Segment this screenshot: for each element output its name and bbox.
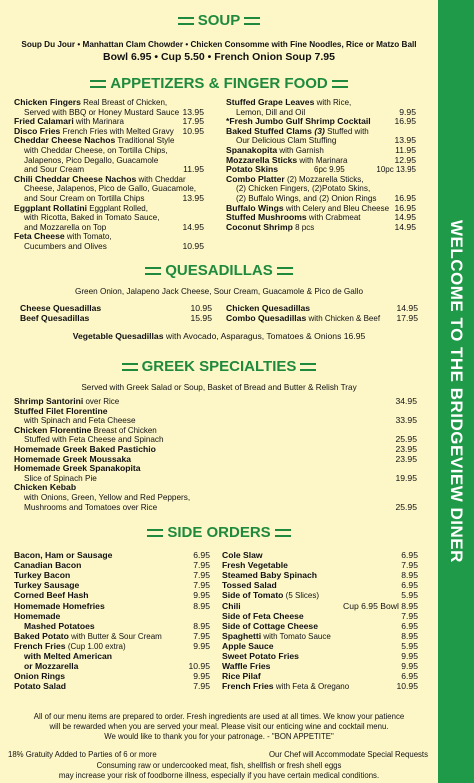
item-name: Stuffed Mushrooms — [226, 212, 307, 223]
item-desc: with Marinara — [297, 155, 348, 165]
item-desc: Traditional Style — [115, 136, 175, 146]
footer-note-3: We would like to thank you for your patronage. - "BON APPETITE" — [104, 732, 334, 741]
veg-desc: with Avocado, Asparagus, Tomatoes & Onions 16.95 — [163, 331, 366, 341]
heading-bars-left — [90, 80, 106, 88]
menu-item — [24, 474, 417, 484]
heading-bars-right — [277, 267, 293, 275]
item-name: Side of Tomato — [222, 590, 284, 601]
item-price: 17.95 — [182, 116, 204, 127]
menu-item — [14, 136, 204, 146]
menu-item — [226, 127, 416, 137]
heading-bars-left — [145, 267, 161, 275]
item-desc: Slice of Spinach Pie — [24, 473, 97, 483]
menu-item — [226, 98, 416, 108]
quesadillas-title: QUESADILLAS — [165, 262, 273, 279]
item-desc: with Cheddar Cheese, on Tortilla Chips, — [24, 146, 168, 155]
item-name: Chicken Florentine — [14, 424, 92, 435]
item-name: Baked Stuffed Clams — [226, 125, 312, 136]
menu-item — [14, 682, 210, 692]
item-name: French Fries — [222, 681, 274, 692]
item-desc: with Marinara — [73, 117, 124, 127]
item-desc: Breast of Chicken — [91, 425, 157, 435]
item-desc: Mushrooms and Tomatoes over Rice — [24, 502, 158, 512]
menu-item — [14, 232, 204, 242]
menu-item — [14, 464, 417, 474]
item-name: Side of Feta Cheese — [222, 610, 304, 621]
item-desc: with Onions, Green, Yellow and Red Peppers, — [24, 493, 191, 502]
menu-item — [20, 314, 212, 324]
item-price: 9.95 — [401, 661, 418, 672]
item-price: 10.95 — [182, 125, 204, 136]
item-price: 8.95 — [401, 570, 418, 581]
item-price: Cup 6.95 Bowl 8.95 — [342, 600, 418, 611]
item-name: Eggplant Rollatini — [14, 202, 88, 213]
menu-item — [24, 146, 204, 156]
heading-bars-left — [122, 363, 138, 371]
item-desc: (2) Chicken Fingers, (2)Potato Skins, — [236, 184, 371, 194]
item-price: 23.95 — [395, 444, 417, 454]
item-name: with Melted American — [24, 651, 113, 661]
menu-item — [24, 184, 204, 194]
item-price: 14.95 — [182, 221, 204, 232]
item-name: Spaghetti — [222, 630, 262, 641]
item-desc: with Butter & Sour Cream — [68, 631, 162, 641]
item-name: *Fresh Jumbo Gulf Shrimp Cocktail — [226, 116, 371, 127]
sides-heading — [0, 524, 438, 541]
item-price: 5.95 — [401, 640, 418, 651]
item-name: French Fries — [14, 640, 66, 651]
greek-intro: Served with Greek Salad or Soup, Basket of Bread and Butter & Relish Tray — [81, 383, 357, 392]
item-price: 9.95 — [193, 671, 210, 682]
item-name: Chicken Quesadillas — [226, 303, 311, 313]
item-price: 14.95 — [394, 212, 416, 223]
menu-item — [14, 426, 417, 436]
item-price: 13.95 — [182, 106, 204, 117]
item-price: 6.95 — [401, 671, 418, 682]
item-price: 7.95 — [401, 560, 418, 571]
menu-item — [226, 314, 418, 324]
item-name: Turkey Sausage — [14, 580, 80, 591]
item-name: Homemade — [14, 610, 61, 621]
menu-item — [222, 591, 418, 601]
appetizers-title: APPETIZERS & FINGER FOOD — [110, 75, 328, 92]
menu-item — [14, 175, 204, 185]
item-name: Sweet Potato Fries — [222, 651, 299, 661]
menu-item — [14, 98, 204, 108]
item-name: Cheese Quesadillas — [20, 303, 102, 313]
menu-item — [226, 175, 416, 185]
item-name: Homemade Homefries — [14, 600, 105, 611]
item-desc: (Cup 1.00 extra) — [65, 641, 126, 651]
item-name: Tossed Salad — [222, 580, 277, 591]
menu-item — [24, 242, 204, 252]
soup-prices: Bowl 6.95 • Cup 5.50 • French Onion Soup 7.95 — [103, 51, 335, 63]
item-price: 14.95 — [394, 221, 416, 232]
item-price: 10.95 — [182, 241, 204, 251]
item-desc: Stuffed with Feta Cheese and Spinach — [24, 435, 164, 445]
item-name: Canadian Bacon — [14, 560, 82, 571]
item-price: 7.95 — [401, 610, 418, 621]
item-desc: (2) Mozzarella Sticks, — [284, 174, 364, 184]
item-name: Homemade Greek Baked Pastichio — [14, 444, 156, 454]
item-price: 10.95 — [396, 681, 418, 692]
item-desc: (2) Buffalo Wings, and (2) Onion Rings — [236, 194, 377, 203]
greek-title: GREEK SPECIALTIES — [141, 358, 297, 375]
item-name: Spanakopita — [226, 145, 278, 155]
menu-item — [222, 682, 418, 692]
item-price: 33.95 — [395, 415, 417, 426]
footer-note-1: All of our menu items are prepared to order. Fresh ingredients are used at all times. We know your patience — [33, 712, 405, 721]
item-price: 9.95 — [193, 640, 210, 651]
item-name: Stuffed Grape Leaves — [226, 97, 315, 107]
item-price: 8.95 — [401, 630, 418, 641]
item-name: Feta Cheese — [14, 231, 65, 242]
item-name: Apple Sauce — [222, 640, 274, 651]
item-name: Fried Calamari — [14, 116, 74, 127]
item-name: Buffalo Wings — [226, 202, 284, 213]
heading-bars-left — [147, 529, 163, 537]
item-desc: (5 Slices) — [283, 591, 319, 601]
heading-bars-left — [178, 17, 194, 25]
menu-item — [24, 156, 204, 166]
chef-note: Our Chef will Accommodate Special Requests — [268, 750, 428, 759]
item-desc: with Rice, — [314, 98, 352, 107]
quesadillas-intro: Green Onion, Jalapeno Jack Cheese, Sour Cream, Guacamole & Pico de Gallo — [74, 287, 364, 296]
item-name: Mashed Potatoes — [24, 620, 95, 631]
item-name: Chili — [222, 600, 241, 611]
item-desc: with Tomato Sauce — [261, 631, 331, 641]
item-desc: with Celery and Bleu Cheese — [283, 203, 390, 213]
vegetable-quesadillas — [0, 331, 438, 341]
item-desc: and Mozzarella on Top — [24, 222, 107, 232]
soup-title: SOUP — [197, 12, 241, 29]
item-price: 17.95 — [396, 313, 418, 323]
item-name: Chicken Fingers — [14, 97, 81, 107]
item-name: Baked Potato — [14, 630, 69, 641]
item-desc: with Spinach and Feta Cheese — [24, 416, 136, 426]
soup-heading — [0, 12, 438, 29]
item-price: 12.95 — [394, 154, 416, 165]
item-name: Side of Cottage Cheese — [222, 620, 318, 631]
item-price: 23.95 — [395, 453, 417, 464]
item-price: 11.95 — [395, 145, 416, 155]
item-desc: French Fries with Melted Gravy — [60, 126, 174, 136]
item-price: 8.95 — [193, 620, 210, 631]
appetizers-heading — [0, 75, 438, 92]
item-desc: Served with BBQ or Honey Mustard Sauce — [24, 107, 180, 117]
item-name: Bacon, Ham or Sausage — [14, 550, 113, 560]
menu-item — [24, 503, 417, 513]
heading-bars-right — [244, 17, 260, 25]
item-price: 5.95 — [401, 590, 418, 601]
menu-item — [236, 184, 416, 194]
item-price: 16.95 — [394, 193, 416, 203]
item-price: 13.95 — [182, 193, 204, 203]
sides-title: SIDE ORDERS — [167, 524, 271, 541]
item-desc: with Tomato, — [64, 232, 112, 242]
item-desc: Jalapenos, Pico Degallo, Guacamole — [24, 155, 159, 165]
greek-heading — [0, 358, 438, 375]
heading-bars-right — [300, 363, 316, 371]
soup-varieties: Soup Du Jour • Manhattan Clam Chowder • Chicken Consomme with Fine Noodles, Rice or Matzo Ball — [21, 40, 417, 49]
item-name: Fresh Vegetable — [222, 560, 288, 571]
item-price: 34.95 — [395, 396, 417, 406]
gratuity-note: 18% Gratuity Added to Parties of 6 or more — [8, 750, 157, 759]
item-price: 6.95 — [401, 620, 418, 631]
item-name: Cole Slaw — [222, 550, 263, 560]
item-price: 25.95 — [395, 434, 417, 445]
item-price: 6.95 — [193, 550, 210, 560]
item-desc: 8 pcs — [292, 222, 315, 232]
item-name: Combo Quesadillas — [226, 313, 307, 323]
item-desc: with Garnish — [277, 146, 324, 155]
quesadillas-heading — [0, 262, 438, 279]
item-name: Corned Beef Hash — [14, 590, 89, 601]
item-price: 9.95 — [399, 106, 416, 117]
item-name: Beef Quesadillas — [20, 313, 90, 323]
item-name: Steamed Baby Spinach — [222, 570, 318, 581]
item-name: Turkey Bacon — [14, 570, 71, 581]
item-price: 7.95 — [193, 681, 210, 692]
menu-item — [14, 204, 204, 214]
menu-item — [226, 223, 416, 233]
warning-1: Consuming raw or undercooked meat, fish, shellfish or fresh shell eggs — [96, 761, 342, 770]
item-price: 10.95 — [188, 661, 210, 672]
item-desc: and Sour Cream — [24, 165, 85, 175]
item-price: 16.95 — [394, 202, 416, 213]
item-price: 10.95 — [190, 303, 212, 313]
item-price: 7.95 — [193, 580, 210, 591]
heading-bars-right — [275, 529, 291, 537]
item-desc: with Cheddar — [136, 174, 186, 184]
item-name: Disco Fries — [14, 125, 61, 136]
item-name: Combo Platter — [226, 173, 285, 184]
item-desc: Cucumbers and Olives — [24, 242, 107, 251]
item-name: or Mozzarella — [24, 661, 79, 672]
menu-item — [14, 407, 417, 417]
item-price: 15.95 — [190, 313, 212, 323]
item-name: Potato Skins — [226, 164, 279, 175]
item-name: Homemade Greek Spanakopita — [14, 463, 141, 474]
item-name: Shrimp Santorini — [14, 396, 84, 406]
item-name: Waffle Fries — [222, 661, 271, 672]
veg-name: Vegetable Quesadillas — [72, 331, 164, 341]
heading-bars-right — [332, 80, 348, 88]
side-band — [438, 0, 474, 783]
menu-item — [24, 213, 204, 223]
item-count: (3) — [311, 125, 325, 136]
item-desc: Lemon, Dill and Oil — [236, 107, 306, 117]
item-name: Coconut Shrimp — [226, 221, 293, 232]
item-price: 25.95 — [395, 501, 417, 512]
item-desc: with Feta & Oregano — [273, 682, 350, 692]
item-price: 8.95 — [193, 600, 210, 611]
item-price: 9.95 — [401, 651, 418, 661]
item-price: 11.95 — [183, 164, 204, 175]
item-name: Cheddar Cheese Nachos — [14, 135, 116, 146]
item-desc: over Rice — [83, 397, 120, 406]
footer-note-2: will be rewarded when you are served your meal. Please visit our enticing wine and cocktail menu. — [49, 722, 389, 731]
item-name: Stuffed Filet Florentine — [14, 405, 108, 416]
menu-item — [14, 483, 417, 493]
item-name: Potato Salad — [14, 681, 67, 692]
item-price: 6.95 — [401, 550, 418, 560]
item-name: Chili Cheddar Cheese Nachos — [14, 173, 137, 184]
item-name: Onion Rings — [14, 671, 66, 682]
item-price: 14.95 — [396, 303, 418, 313]
item-price: 9.95 — [193, 590, 210, 601]
item-desc: Real Breast of Chicken, — [80, 98, 168, 107]
item-price: 7.95 — [193, 560, 210, 571]
item-name: Rice Pilaf — [222, 671, 261, 682]
item-desc: and Sour Cream on Tortilla Chips — [24, 194, 145, 203]
item-price: 16.95 — [394, 116, 416, 127]
item-price: 13.95 — [394, 135, 416, 146]
item-desc: with Crabmeat — [306, 213, 361, 223]
welcome-banner: WELCOME TO THE BRIDGEVIEW DINER — [447, 220, 466, 563]
item-desc: with Ricotta, Baked in Tomato Sauce, — [24, 213, 160, 223]
warning-2: may increase your risk of foodborne illness, especially if you have certain medical conditions. — [58, 771, 380, 780]
item-desc: Eggplant Rolled, — [87, 203, 148, 213]
item-name: Chicken Kebab — [14, 482, 77, 493]
item-desc: with Chicken & Beef — [306, 314, 381, 323]
menu-item — [24, 493, 417, 503]
item-name: Homemade Greek Moussaka — [14, 453, 132, 464]
item-desc: Cheese, Jalapenos, Pico de Gallo, Guacamole, — [24, 184, 197, 194]
potato-skins-10pc: 10pc 13.95 — [376, 165, 416, 175]
potato-skins-6pc: 6pc 9.95 — [314, 165, 345, 175]
item-price: 6.95 — [401, 580, 418, 591]
item-desc: Stuffed with — [324, 126, 369, 136]
item-price: 7.95 — [193, 630, 210, 641]
item-desc: Our Delicious Clam Stuffing — [236, 136, 337, 146]
item-price: 7.95 — [193, 570, 210, 581]
item-name: Mozzarella Sticks — [226, 154, 298, 165]
item-price: 19.95 — [395, 472, 417, 483]
